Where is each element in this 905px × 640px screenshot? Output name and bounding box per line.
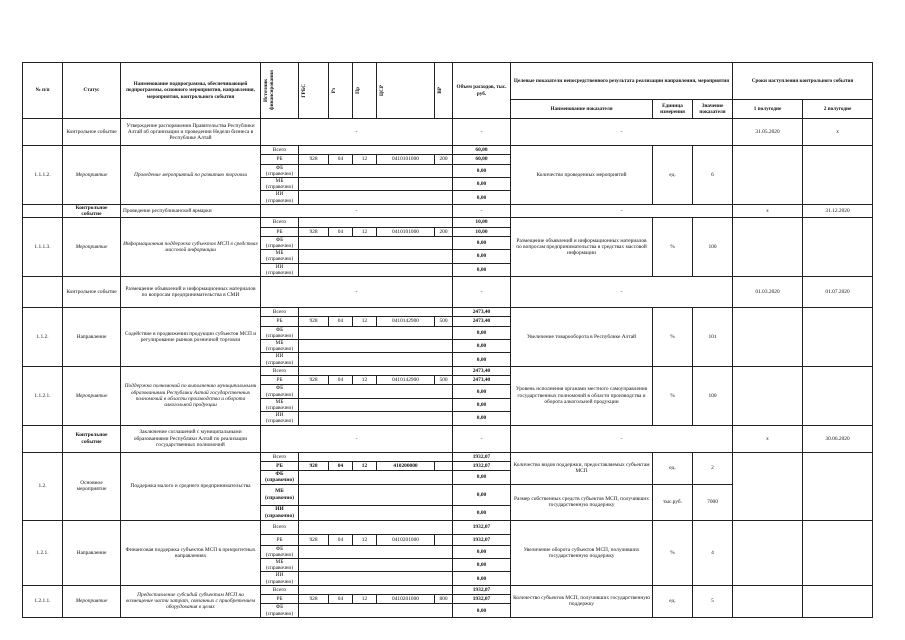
h1-cell: [733, 308, 803, 367]
source-mb: МБ (справочно): [261, 559, 299, 572]
indicator-value: 5: [693, 585, 733, 617]
volume-mb: 0,00: [453, 398, 511, 411]
indicator-unit: %: [653, 308, 693, 367]
volume-total: 1932,07: [453, 452, 511, 461]
indicator-name: Уровень исполнения органами местного самоуправления государственных полномочий в области производства и оборота алкогольной продукции: [511, 366, 653, 425]
control-event-row: [23, 277, 873, 308]
source-ii: ИИ (справочно): [261, 505, 299, 520]
num-cell: 1.1.1.3.: [23, 218, 63, 277]
header-grbs-text: ГРБС: [301, 83, 307, 98]
codes-empty: [299, 326, 453, 339]
status-cell: Мероприятие: [63, 218, 121, 277]
rz-cell: 04: [329, 534, 353, 545]
status-cell: Мероприятие: [63, 366, 121, 425]
header-h2: 2 полугодие: [803, 100, 873, 119]
source-ii: ИИ (справочно): [261, 353, 299, 366]
main-activity-row: [23, 452, 873, 461]
pr-cell: 12: [353, 376, 377, 385]
activity-row: [23, 218, 873, 227]
status-cell: Контрольное событие: [63, 425, 121, 452]
codes-empty: [299, 236, 453, 249]
codes-dash: -: [261, 277, 453, 308]
num-cell: [23, 119, 63, 146]
volume-rb: 2473,40: [453, 317, 511, 326]
codes-empty: [299, 218, 453, 227]
volume-dash: -: [453, 277, 511, 308]
rz-cell: 04: [329, 461, 353, 470]
header-volume: Объем расходов, тыс. руб.: [453, 63, 511, 119]
volume-total: 2473,40: [453, 308, 511, 317]
codes-dash: -: [261, 204, 453, 217]
codes-empty: [299, 604, 453, 617]
volume-fb: 0,00: [453, 604, 511, 617]
source-rb: РБ: [261, 376, 299, 385]
header-source-text: Источник финансирования: [263, 70, 276, 111]
control-event-row: [23, 425, 873, 452]
header-rz: [329, 63, 353, 119]
h1-cell: [733, 218, 803, 277]
name-cell: Информационная поддержка субъектов МСП в средствах массовой информации: [121, 218, 261, 277]
pr-cell: 12: [353, 534, 377, 545]
h1-cell: х: [733, 204, 803, 217]
grbs-cell: 928: [299, 376, 329, 385]
header-row: [23, 63, 873, 100]
source-rb: РБ: [261, 595, 299, 604]
codes-empty: [299, 471, 453, 484]
header-unit: Единица измерения: [653, 100, 693, 119]
codes-empty: [299, 385, 453, 398]
source-total: Всего: [261, 146, 299, 155]
volume-rb: 1932,07: [453, 595, 511, 604]
source-fb: ФБ (справочно): [261, 326, 299, 339]
pr-cell: 12: [353, 595, 377, 604]
direction-row: [23, 308, 873, 317]
volume-fb: 0,00: [453, 326, 511, 339]
control-event-row: [23, 204, 873, 217]
h2-cell: [803, 452, 873, 520]
pr-cell: 12: [353, 317, 377, 326]
h2-cell: [803, 520, 873, 585]
name-cell: Предоставление субсидий субъектам МСП на возмещение части затрат, связанных с приобретением оборудования в целях: [121, 585, 261, 617]
rz-cell: 04: [329, 376, 353, 385]
indicator-value: 100: [693, 218, 733, 277]
vr-cell: 500: [435, 317, 453, 326]
indicator-unit: ед.: [653, 585, 693, 617]
volume-rb: 2473,40: [453, 376, 511, 385]
header-pr: [353, 63, 377, 119]
source-rb: РБ: [261, 461, 299, 470]
indicator-value: 4: [693, 520, 733, 585]
volume-dash: -: [453, 119, 511, 146]
csr-cell: 0410101000: [377, 227, 435, 236]
vr-cell: 200: [435, 227, 453, 236]
indicator-name: Размещение объявлений и информационных материалов по вопросам предпринимательства в средствах массовой информации: [511, 218, 653, 277]
indicator-unit-2: тыс.руб.: [653, 484, 693, 520]
num-cell: [23, 204, 63, 217]
volume-mb: 0,00: [453, 340, 511, 353]
source-rb: РБ: [261, 227, 299, 236]
activity-row: [23, 146, 873, 155]
indicator-name-2: Размер собственных средств субъектов МСП, получивших государственную поддержку: [511, 484, 653, 520]
codes-empty: [299, 263, 453, 276]
pr-cell: 12: [353, 227, 377, 236]
source-mb: МБ (справочно): [261, 178, 299, 191]
codes-empty: [299, 353, 453, 366]
source-ii: ИИ (справочно): [261, 191, 299, 204]
h2-cell: 30.06.2020: [803, 425, 873, 452]
volume-rb: 10,00: [453, 227, 511, 236]
indicator-value-2: 7000: [693, 484, 733, 520]
volume-ii: 0,00: [453, 572, 511, 585]
codes-empty: [299, 520, 453, 534]
vr-cell: [435, 534, 453, 545]
source-fb: ФБ (справочно): [261, 385, 299, 398]
header-csr: [377, 63, 435, 119]
rz-cell: 04: [329, 595, 353, 604]
h2-cell: [803, 218, 873, 277]
activity-row: [23, 585, 873, 594]
source-ii: ИИ (справочно): [261, 263, 299, 276]
status-cell: Направление: [63, 308, 121, 367]
header-vr: [435, 63, 453, 119]
header-grbs: [299, 63, 329, 119]
volume-total: 10,00: [453, 218, 511, 227]
h1-cell: 31.05.2020: [733, 119, 803, 146]
header-h1: 1 полугодие: [733, 100, 803, 119]
indicator-unit: %: [653, 366, 693, 425]
activity-row: [23, 366, 873, 375]
header-rz-text: Рз: [331, 87, 337, 94]
rz-cell: 04: [329, 155, 353, 164]
indicator-unit: %: [653, 520, 693, 585]
codes-empty: [299, 178, 453, 191]
source-total: Всего: [261, 218, 299, 227]
codes-empty: [299, 250, 453, 263]
codes-dash: -: [261, 425, 453, 452]
status-cell: Основное мероприятие: [63, 452, 121, 520]
volume-mb: 0,00: [453, 178, 511, 191]
header-target: Целевые показатели непосредственного результата реализации направления, мероприятия: [511, 63, 733, 100]
volume-fb: 0,00: [453, 385, 511, 398]
codes-empty: [299, 484, 453, 505]
source-mb: МБ (справочно): [261, 250, 299, 263]
status-cell: Мероприятие: [63, 585, 121, 617]
indicator-value: 101: [693, 308, 733, 367]
csr-cell: 0410142900: [377, 317, 435, 326]
indicator-name-1: Количество видов поддержки, предоставляемых субъектам МСП: [511, 452, 653, 484]
num-cell: [23, 425, 63, 452]
h1-cell: х: [733, 425, 803, 452]
source-fb: ФБ (справочно): [261, 604, 299, 617]
indicator-value: 100: [693, 366, 733, 425]
h2-cell: [803, 146, 873, 205]
h2-cell: 01.07.2020: [803, 277, 873, 308]
volume-total: 60,00: [453, 146, 511, 155]
source-fb: ФБ (справочно): [261, 471, 299, 484]
source-ii: ИИ (справочно): [261, 572, 299, 585]
grbs-cell: 928: [299, 227, 329, 236]
volume-ii: 0,00: [453, 505, 511, 520]
volume-mb: 0,00: [453, 484, 511, 505]
volume-mb: 0,00: [453, 250, 511, 263]
header-name: Наименование подпрограммы, обеспечивающей подпрограммы, основного мероприятия, направления, мероприятия, контрольного события: [121, 63, 261, 119]
indicator-name: Количество субъектов МСП, получивших государственную поддержку: [511, 585, 653, 617]
name-cell: Утверждение распоряжения Правительства Республики Алтай об организации и проведении Недели бизнеса в Республике Алтай: [121, 119, 261, 146]
target-dash: -: [511, 204, 733, 217]
codes-empty: [299, 340, 453, 353]
volume-rb: 1932,07: [453, 461, 511, 470]
rz-cell: 04: [329, 317, 353, 326]
header-source: [261, 63, 299, 119]
status-cell: Направление: [63, 520, 121, 585]
name-cell: Поддержка полномочий по выполнению муниципальными образованиями Республики Алтай государственных полномочий в области производства и оборота алкогольной продукции: [121, 366, 261, 425]
volume-ii: 0,00: [453, 353, 511, 366]
status-cell: Контрольное событие: [63, 119, 121, 146]
direction-row: [23, 520, 873, 534]
header-value: Значение показателя: [693, 100, 733, 119]
grbs-cell: 928: [299, 155, 329, 164]
header-num: № п/п: [23, 63, 63, 119]
h2-cell: [803, 308, 873, 367]
h2-cell: [803, 585, 873, 617]
indicator-unit-1: ед.: [653, 452, 693, 484]
codes-empty: [299, 505, 453, 520]
csr-cell: 0410201000: [377, 595, 435, 604]
target-dash: -: [511, 425, 733, 452]
name-cell: Содействие в продвижении продукции субъектов МСП и регулирование рынков розничной торговли: [121, 308, 261, 367]
h1-cell: [733, 146, 803, 205]
h2-cell: х: [803, 119, 873, 146]
volume-fb: 0,00: [453, 471, 511, 484]
source-ii: ИИ (справочно): [261, 412, 299, 425]
h2-cell: 31.12.2020: [803, 204, 873, 217]
num-cell: 1.1.2.1.: [23, 366, 63, 425]
volume-dash: -: [453, 425, 511, 452]
volume-total: 2473,40: [453, 366, 511, 375]
source-total: Всего: [261, 452, 299, 461]
indicator-name: Увеличение товарооборота в Республике Алтай: [511, 308, 653, 367]
pr-cell: 12: [353, 155, 377, 164]
h1-cell: [733, 366, 803, 425]
num-cell: 1.1.2.: [23, 308, 63, 367]
budget-table-sheet: [22, 62, 872, 618]
csr-cell: 410200000: [377, 461, 435, 470]
volume-ii: 0,00: [453, 412, 511, 425]
codes-empty: [299, 545, 453, 558]
source-fb: ФБ (справочно): [261, 236, 299, 249]
volume-dash: -: [453, 204, 511, 217]
source-mb: МБ (справочно): [261, 340, 299, 353]
indicator-unit: ед.: [653, 146, 693, 205]
name-cell: Финансовая поддержка субъектов МСП в приоритетных направлениях: [121, 520, 261, 585]
pr-cell: 12: [353, 461, 377, 470]
volume-total: 1932,07: [453, 585, 511, 594]
vr-cell: [435, 461, 453, 470]
header-pr-text: Пр: [355, 87, 361, 94]
source-fb: ФБ (справочно): [261, 545, 299, 558]
codes-empty: [299, 308, 453, 317]
codes-empty: [299, 366, 453, 375]
source-total: Всего: [261, 585, 299, 594]
header-deadline: Сроки наступления контрольного события: [733, 63, 873, 100]
volume-mb: 0,00: [453, 559, 511, 572]
source-rb: РБ: [261, 317, 299, 326]
num-cell: 1.1.1.2.: [23, 146, 63, 205]
grbs-cell: 928: [299, 534, 329, 545]
num-cell: 1.2.1.: [23, 520, 63, 585]
rz-cell: 04: [329, 227, 353, 236]
indicator-name: Увеличение оборота субъектов МСП, получивших государственную поддержку: [511, 520, 653, 585]
csr-cell: 0410142900: [377, 376, 435, 385]
header-csr-text: ЦСР: [379, 85, 385, 96]
vr-cell: 800: [435, 595, 453, 604]
status-cell: Контрольное событие: [63, 204, 121, 217]
num-cell: [23, 277, 63, 308]
vr-cell: 200: [435, 155, 453, 164]
source-total: Всего: [261, 308, 299, 317]
name-cell: Поддержка малого и среднего предпринимательства: [121, 452, 261, 520]
num-cell: 1.2.1.1.: [23, 585, 63, 617]
num-cell: 1.2.: [23, 452, 63, 520]
source-mb: МБ (справочно): [261, 484, 299, 505]
source-rb: РБ: [261, 534, 299, 545]
grbs-cell: 928: [299, 461, 329, 470]
codes-empty: [299, 585, 453, 594]
csr-cell: 0410201000: [377, 534, 435, 545]
volume-rb: 1932,07: [453, 534, 511, 545]
codes-empty: [299, 398, 453, 411]
indicator-value: 6: [693, 146, 733, 205]
codes-empty: [299, 164, 453, 177]
volume-ii: 0,00: [453, 191, 511, 204]
volume-fb: 0,00: [453, 236, 511, 249]
status-cell: Мероприятие: [63, 146, 121, 205]
program-activities-table: [22, 62, 873, 618]
volume-ii: 0,00: [453, 263, 511, 276]
name-cell: Проведение республиканской ярмарки: [121, 204, 261, 217]
source-rb: РБ: [261, 155, 299, 164]
codes-empty: [299, 146, 453, 155]
h1-cell: [733, 452, 803, 520]
control-event-row: [23, 119, 873, 146]
source-total: Всего: [261, 366, 299, 375]
h2-cell: [803, 366, 873, 425]
codes-empty: [299, 191, 453, 204]
vr-cell: 500: [435, 376, 453, 385]
source-total: Всего: [261, 520, 299, 534]
grbs-cell: 928: [299, 317, 329, 326]
codes-dash: -: [261, 119, 453, 146]
h1-cell: 01.03.2020: [733, 277, 803, 308]
status-cell: Контрольное событие: [63, 277, 121, 308]
indicator-value-1: 2: [693, 452, 733, 484]
name-cell: Заключение соглашений с муниципальными образованиями Республики Алтай по реализации государственных полномочий: [121, 425, 261, 452]
volume-fb: 0,00: [453, 545, 511, 558]
source-mb: МБ (справочно): [261, 398, 299, 411]
csr-cell: 0410101000: [377, 155, 435, 164]
grbs-cell: 928: [299, 595, 329, 604]
h1-cell: [733, 585, 803, 617]
header-target-name: Наименование показателя: [511, 100, 653, 119]
codes-empty: [299, 452, 453, 461]
volume-rb: 60,00: [453, 155, 511, 164]
codes-empty: [299, 559, 453, 572]
name-cell: Размещение объявлений и информационных материалов по вопросам предпринимательства в СМИ: [121, 277, 261, 308]
volume-total: 1932,07: [453, 520, 511, 534]
header-status: Статус: [63, 63, 121, 119]
volume-fb: 0,00: [453, 164, 511, 177]
name-cell: Проведение мероприятий по развитию торговли: [121, 146, 261, 205]
target-dash: -: [511, 119, 733, 146]
h1-cell: [733, 520, 803, 585]
target-dash: -: [511, 277, 733, 308]
indicator-unit: %: [653, 218, 693, 277]
header-vr-text: ВР: [437, 87, 443, 94]
source-fb: ФБ (справочно): [261, 164, 299, 177]
indicator-name: Количество проведенных мероприятий: [511, 146, 653, 205]
codes-empty: [299, 572, 453, 585]
codes-empty: [299, 412, 453, 425]
